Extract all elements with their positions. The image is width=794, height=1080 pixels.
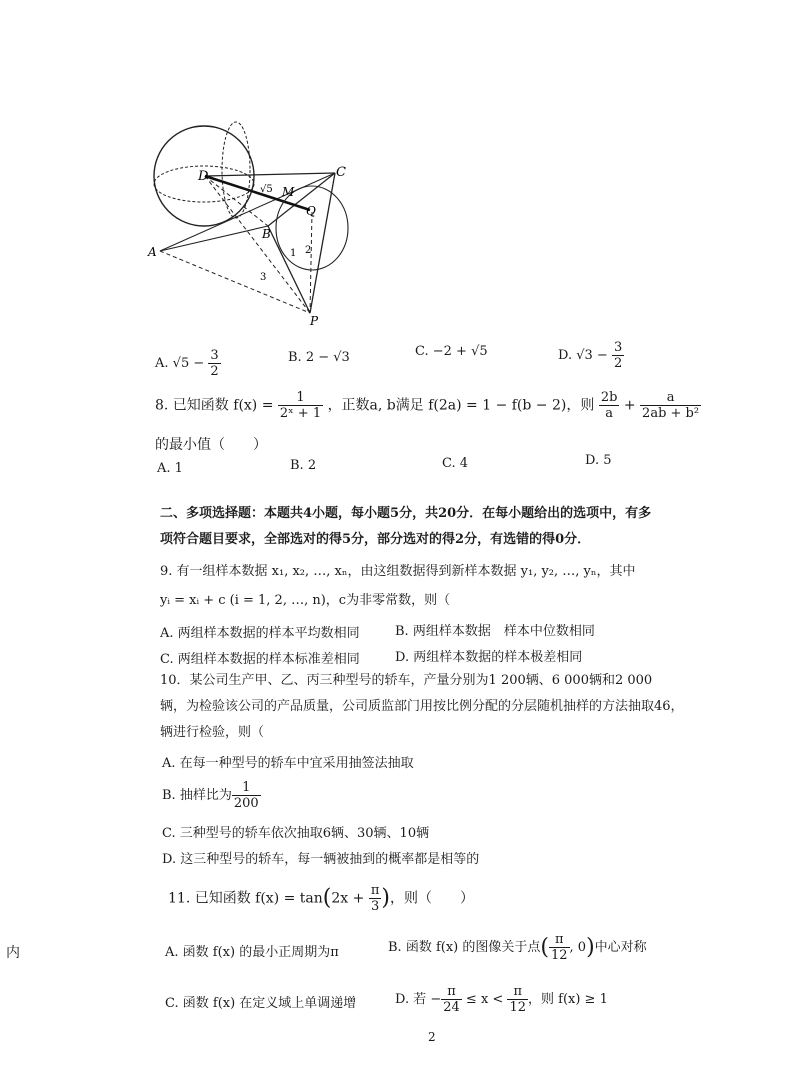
geometry-figure	[140, 118, 360, 333]
q7-option-a[interactable]	[155, 348, 221, 379]
label-sqrt5: √5	[260, 184, 273, 195]
label-seg2: 1	[290, 248, 297, 259]
q7-option-d-letter: D.	[558, 348, 573, 363]
q7-option-c-expr: −2 + √5	[432, 344, 488, 359]
q10-option-d[interactable]: D. 这三种型号的轿车，每一辆被抽到的概率都是相等的	[162, 852, 480, 867]
q11-option-c[interactable]: C. 函数 f(x) 在定义域上单调递增	[165, 996, 357, 1011]
q7-option-c-letter: C.	[415, 344, 429, 359]
label-seg3: 3	[260, 272, 267, 283]
label-A: A	[148, 245, 157, 259]
q10-option-a[interactable]: A. 在每一种型号的轿车中宜采用抽签法抽取	[162, 756, 414, 771]
q7-option-a-num: 3	[210, 348, 219, 363]
q10-line1: 10．某公司生产甲、乙、丙三种型号的轿车，产量分别为1 200辆、6 000辆和2 000	[160, 673, 653, 688]
q11-option-d-mid: ≤ x <	[461, 992, 508, 1007]
section2-line2: 项符合题目要求，全部选对的得5分，部分选对的得2分，有选错的得0分．	[160, 532, 591, 547]
q11-stem: 11. 已知函数 f(x) = tan(2x + $\frac{\pi}{3}$ )，则（ ）	[168, 883, 474, 914]
q11-option-b-suffix: , 0	[569, 940, 587, 955]
q11-option-b[interactable]: B. 函数 f(x) 的图像关于点( $\frac{\pi}{12}$ , 0)中心对称	[388, 932, 647, 963]
margin-char: 内	[6, 945, 20, 961]
section2-line1: 二、多项选择题：本题共4小题，每小题5分，共20分．在每小题给出的选项中，有多	[160, 506, 652, 521]
q8-f-den: 2ˣ + 1	[279, 406, 322, 421]
label-B: B	[262, 227, 271, 241]
q11-option-d-suffix: ，则 f(x) ≥ 1	[528, 992, 608, 1007]
q7-option-b[interactable]	[288, 350, 350, 365]
q9-option-b[interactable]: B. 两组样本数据 样本中位数相同	[395, 624, 595, 639]
q11-option-d-d1: 24	[443, 1000, 460, 1015]
q7-option-b-letter: B.	[288, 350, 302, 365]
q8-t2-num: a	[640, 390, 701, 406]
q10-option-b-den: 200	[233, 796, 259, 811]
label-M: M	[282, 185, 295, 199]
q8-f-num: 1	[278, 390, 323, 406]
q10-line2: 辆，为检验该公司的产品质量，公司质监部门用按比例分配的分层随机抽样的方法抽取46，	[160, 699, 684, 714]
q10-option-b-num: 1	[232, 780, 261, 796]
q11-option-d-n2: π	[507, 984, 528, 1000]
label-D: D	[198, 169, 209, 184]
q7-option-a-den: 2	[210, 364, 219, 379]
q7-option-d-expr: √3 −	[576, 348, 612, 363]
q10-line3: 辆进行检验，则（	[160, 725, 265, 740]
q7-option-d-den: 2	[613, 356, 623, 371]
q9-option-d[interactable]: D. 两组样本数据的样本极差相同	[395, 650, 583, 665]
q10-option-c[interactable]: C. 三种型号的轿车依次抽取6辆、30辆、10辆	[162, 826, 430, 841]
q11-option-d-d2: 12	[509, 1000, 526, 1015]
label-Q: Q	[306, 204, 316, 218]
q8-line2: 的最小值（ ）	[155, 437, 267, 453]
q7-option-d[interactable]	[558, 340, 624, 371]
q8-stem	[155, 390, 701, 421]
q8-prefix: 8. 已知函数 f(x) =	[155, 397, 278, 414]
q9-line2: yᵢ = xᵢ + c (i = 1, 2, …, n)，c为非零常数，则（	[160, 593, 451, 608]
q11-prefix: 11. 已知函数 f(x) = tan	[168, 890, 323, 907]
q7-option-a-letter: A.	[155, 356, 169, 371]
q11-option-d[interactable]	[395, 984, 608, 1015]
q8-t1-den: a	[605, 406, 613, 421]
q8-option-a[interactable]: A. 1	[157, 461, 183, 476]
q11-option-d-prefix: D. 若 −	[395, 992, 442, 1007]
q8-option-d[interactable]: D. 5	[585, 453, 612, 468]
q11-option-a[interactable]: A. 函数 f(x) 的最小正周期为π	[165, 945, 339, 960]
q8-t2-den: 2ab + b²	[642, 406, 700, 421]
q8-plus: +	[623, 397, 636, 414]
q11-arg-den: 3	[370, 899, 380, 914]
q10-option-b[interactable]	[162, 780, 261, 811]
q11-option-b-prefix: B. 函数 f(x) 的图像关于点	[388, 940, 541, 955]
q8-t1-num: 2b	[600, 390, 618, 405]
q9-option-c[interactable]: C. 两组样本数据的样本标准差相同	[160, 652, 360, 667]
label-C: C	[336, 165, 346, 180]
q7-option-a-expr: √5 −	[172, 356, 209, 371]
label-seg1: 2	[305, 245, 312, 256]
q8-option-b[interactable]: B. 2	[290, 458, 317, 473]
q11-option-b-den: 12	[550, 948, 568, 963]
q11-option-b-num: π	[549, 932, 570, 948]
q7-option-b-expr: 2 − √3	[305, 350, 350, 365]
q9-option-a[interactable]: A. 两组样本数据的样本平均数相同	[160, 626, 360, 641]
q11-option-b-tail: 中心对称	[594, 940, 647, 955]
q11-option-d-n1: π	[441, 984, 462, 1000]
q10-option-b-prefix: B. 抽样比为	[162, 788, 232, 803]
label-P: P	[310, 314, 319, 328]
q11-suffix: ，则（ ）	[389, 890, 474, 907]
q9-line1: 9. 有一组样本数据 x₁, x₂, …, xₙ，由这组数据得到新样本数据 y₁, y₂, …, yₙ，其中	[160, 564, 636, 579]
q8-mid: ，正数a, b满足 f(2a) = 1 − f(b − 2)，则	[327, 397, 595, 414]
q8-option-c[interactable]: C. 4	[442, 456, 469, 471]
q11-arg-num: π	[370, 883, 380, 898]
q7-option-c[interactable]	[415, 344, 488, 359]
q11-arg-pre: 2x +	[331, 890, 369, 907]
q7-option-d-num: 3	[613, 340, 623, 355]
page-number: 2	[428, 1030, 436, 1044]
